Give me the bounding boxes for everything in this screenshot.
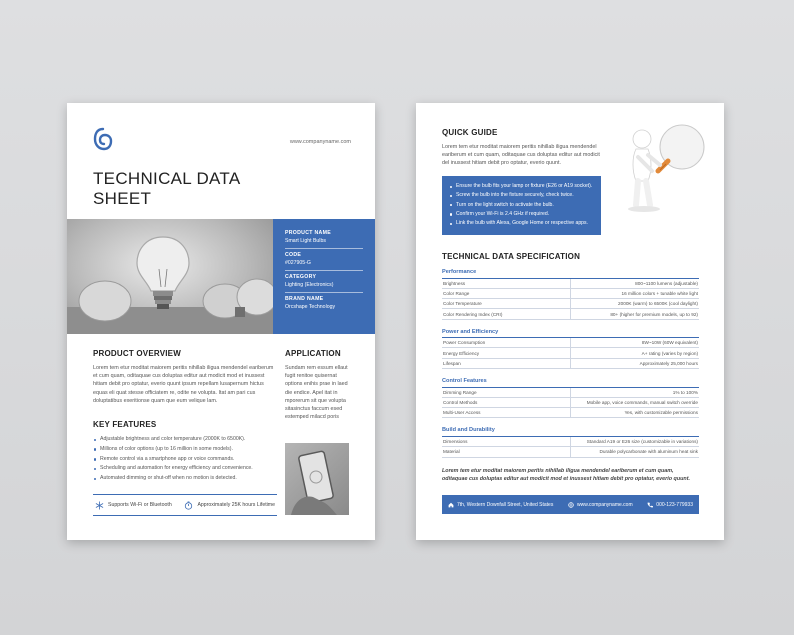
code-value: #027905-G — [285, 260, 311, 266]
contact-footer-bar — [442, 495, 699, 514]
light-bulb-photo — [67, 219, 273, 334]
table-row — [442, 437, 699, 447]
spec-key: Energy Efficiency — [443, 350, 480, 356]
spec-value: 80+ (higher for premium models, up to 92) — [610, 311, 698, 317]
key-features-list — [93, 435, 273, 484]
product-name-label: PRODUCT NAME — [285, 230, 331, 236]
connectivity-text: Supports Wi-Fi or Bluetooth — [108, 502, 172, 508]
address-text: 7th, Western Downfall Street, United States — [457, 501, 554, 508]
timer-icon — [184, 501, 193, 510]
spec-key: Brightness — [443, 280, 466, 286]
lifetime-note — [184, 501, 275, 510]
spec-group-title: Power and Efficiency — [442, 329, 699, 339]
table-row — [442, 447, 699, 457]
title-line-1: TECHNICAL DATA — [93, 169, 241, 188]
spec-key: Color Range — [443, 290, 470, 296]
product-overview-text: Lorem tem etur moditat maiorem peritis nihillab iligua mendendel eariberum et cum quam, oditaquae cus doluptas editur aut modicit mod et inussest hitiam debit pro optatur, everio quunt ipsum repellam lusapernum hictus equas eli quat stesse officiatem re, odite ne volupta. Itat am pari cus doluptatibus exeritionse quam que eum velique lam. — [93, 365, 274, 404]
left-footer-bar — [93, 494, 277, 516]
table-row — [442, 348, 699, 358]
tech-spec-heading: TECHNICAL DATA SPECIFICATION — [442, 252, 581, 261]
address-item — [448, 502, 553, 508]
title-line-2: SHEET — [93, 189, 152, 208]
spec-group-title: Build and Durability — [442, 427, 699, 437]
code-block — [285, 249, 363, 271]
globe-icon — [568, 502, 574, 508]
spec-group-power — [442, 329, 699, 369]
spec-value: 16 million colors + tunable white light — [621, 290, 698, 296]
smartphone-photo — [285, 443, 349, 515]
home-icon — [448, 502, 454, 508]
feature-item: Automated dimming or shut-off when no motion is detected. — [93, 474, 273, 484]
table-row — [442, 289, 699, 299]
spec-key: Color Rendering Index (CRI) — [443, 311, 503, 317]
spec-value: Mobile app, voice commands, manual switch override — [586, 400, 698, 406]
spec-value: Yes, with customizable permissions — [624, 410, 698, 416]
application-text: Sundam rem essum ellaut fugit renitoe quisernat options enihis prae in laed die endice. Apel itat in mporerum sit que volupta sitasinctus faccum esed estemped milacd poris — [285, 365, 348, 421]
guide-step: Ensure the bulb fits your lamp or fixture (E26 or A19 socket). — [450, 182, 593, 191]
brand-name-label: BRAND NAME — [285, 296, 324, 302]
table-row — [442, 398, 699, 408]
table-row — [442, 279, 699, 289]
snowflake-icon — [95, 501, 104, 510]
company-logo-icon — [93, 127, 113, 151]
product-name-value: Smart Light Bulbs — [285, 238, 326, 244]
spec-key: Lifespan — [443, 360, 461, 366]
connectivity-note — [95, 501, 172, 510]
lifetime-text: Approximately 25K hours Lifetime — [197, 502, 275, 508]
spec-table — [442, 269, 699, 467]
quick-guide-text: Lorem tem etur moditat maiorem peritis nihillab iligua mendendel eariberum et cum quam, oditaquae cus doluptas editur aut modicit del inussest hitiam debit pro optatur, everio quunt. — [442, 144, 600, 167]
guide-step: Turn on the light switch to activate the bulb. — [450, 201, 593, 210]
product-info-panel — [273, 219, 375, 334]
category-value: Lighting (Electronics) — [285, 282, 334, 288]
phone-number[interactable]: 000-123-779933 — [656, 501, 693, 508]
spec-value: 8W~10W (60W equivalent) — [641, 340, 698, 346]
quick-guide-heading: QUICK GUIDE — [442, 128, 498, 137]
left-page — [67, 103, 375, 540]
spec-group-title: Performance — [442, 269, 699, 279]
spec-key: Multi-User Access — [443, 410, 481, 416]
category-label: CATEGORY — [285, 274, 317, 280]
phone-item[interactable] — [647, 502, 693, 508]
figure-holding-bulb-illustration — [612, 117, 712, 217]
spec-value: 800~1100 lumens (adjustable) — [635, 280, 698, 286]
guide-step: Link the bulb with Alexa, Google Home or respective apps. — [450, 219, 593, 228]
website-item[interactable] — [568, 502, 633, 508]
feature-item: Scheduling and automation for energy efficiency and convenience. — [93, 464, 273, 474]
code-label: CODE — [285, 252, 302, 258]
feature-item: Adjustable brightness and color temperature (2000K to 6500K). — [93, 435, 273, 445]
brand-block — [285, 293, 363, 314]
right-page — [416, 103, 724, 540]
phone-icon — [647, 502, 653, 508]
spec-value: Approximately 25,000 hours — [639, 360, 698, 366]
website-url-top[interactable]: www.companyname.com — [289, 139, 351, 145]
feature-item: Millions of color options (up to 16 million in some models). — [93, 445, 273, 455]
table-row — [442, 338, 699, 348]
table-row — [442, 408, 699, 418]
spec-key: Dimming Range — [443, 389, 477, 395]
table-row — [442, 299, 699, 309]
guide-step: Screw the bulb into the fixture securely, check twice. — [450, 191, 593, 200]
spec-value: 1% to 100% — [672, 389, 698, 395]
spec-key: Control Methods — [443, 400, 478, 406]
spec-key: Dimensions — [443, 439, 468, 445]
spec-value: A+ rating (varies by region) — [641, 350, 698, 356]
table-row — [442, 359, 699, 369]
table-row — [442, 309, 699, 319]
feature-item: Remote control via a smartphone app or voice commands. — [93, 455, 273, 465]
spec-key: Color Temperature — [443, 301, 482, 307]
spec-value: Durable polycarbonate with aluminum heat sink — [599, 449, 698, 455]
product-overview-heading: PRODUCT OVERVIEW — [93, 349, 181, 358]
spec-group-control — [442, 378, 699, 418]
document-title — [93, 169, 240, 209]
spec-group-performance — [442, 269, 699, 320]
quick-guide-steps-box — [442, 176, 601, 235]
key-features-heading: KEY FEATURES — [93, 420, 157, 429]
spec-group-build — [442, 427, 699, 457]
spec-group-title: Control Features — [442, 378, 699, 388]
guide-step: Confirm your Wi-Fi is 2.4 GHz if required. — [450, 210, 593, 219]
table-row — [442, 388, 699, 398]
spec-value: Standard A19 or E26 size (customizable in variations) — [586, 439, 698, 445]
spec-key: Material — [443, 449, 460, 455]
category-block — [285, 271, 363, 293]
closing-note: Lorem tem etur moditat maiorem peritis nihillab iligua mendendel eariberum et cum quam, oditaquae cus doluptas editur aut modicit mod et inussest hitiam debit pro optatur, everio quunt. — [442, 468, 690, 483]
brand-name-value: Orcshape Technology — [285, 304, 336, 310]
spec-key: Power Consumption — [443, 340, 486, 346]
application-heading: APPLICATION — [285, 349, 341, 358]
product-name-block — [285, 227, 363, 249]
spec-value: 2000K (warm) to 6500K (cool daylight) — [618, 301, 698, 307]
website-link[interactable]: www.companyname.com — [577, 501, 633, 508]
